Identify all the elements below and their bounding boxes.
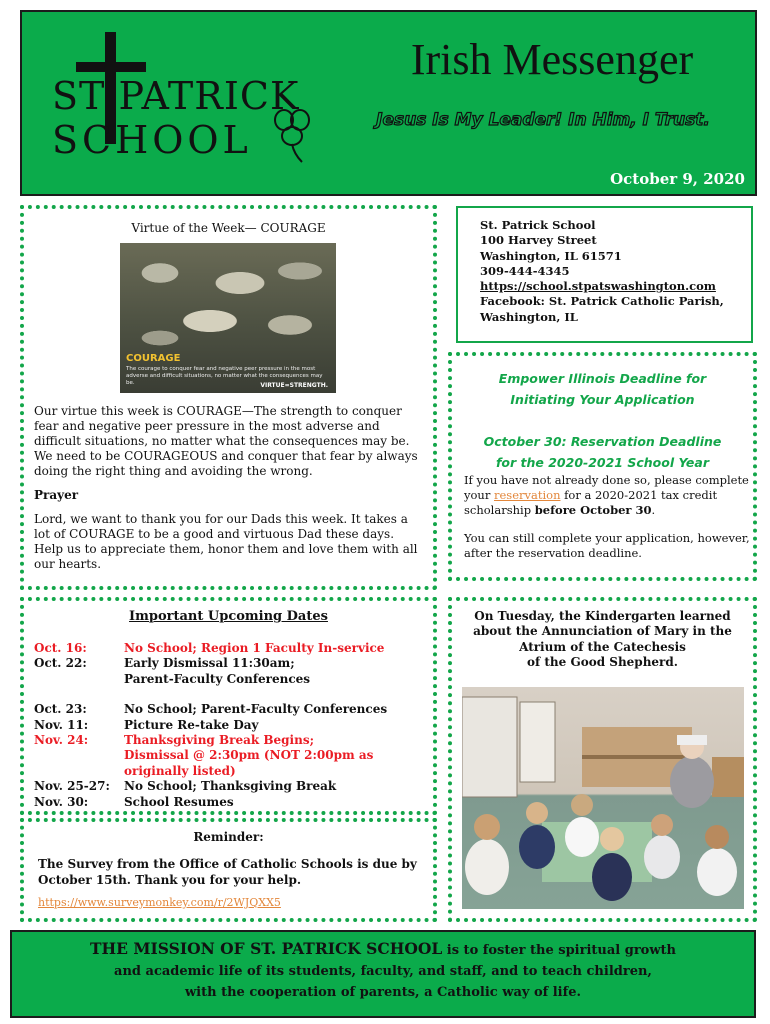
mission-banner xyxy=(10,930,756,1018)
kindergarten-caption: On Tuesday, the Kindergarten learned about the Annunciation of Mary in the Atrium of the Catechesis of the Good Shepherd. xyxy=(473,609,732,669)
date-row: Nov. 25-27: No School; Thanksgiving Break xyxy=(34,779,337,794)
street: 100 Harvey Street xyxy=(480,233,597,248)
reminder-title: Reminder: xyxy=(193,830,264,844)
school-logo xyxy=(52,26,322,166)
mission-line-2: and academic life of its students, faculty, and staff, and to teach children, xyxy=(114,964,652,979)
date-row: Nov. 11: Picture Re-take Day xyxy=(34,717,259,732)
date-row: Oct. 23: No School; Parent-Faculty Conferences xyxy=(34,702,388,717)
date-row: Oct. 16: No School; Region 1 Faculty In-service xyxy=(34,641,385,655)
date-row: Nov. 24: Thanksgiving Break Begins; xyxy=(34,733,315,748)
motto: Jesus Is My Leader! In Him, I Trust. xyxy=(376,110,710,130)
survey-link[interactable]: https://www.surveymonkey.com/r/2WJQXX5 xyxy=(38,896,281,909)
empower-paragraph-1: If you have not already done so, please complete your reservation for a 2020-2021 tax credit scholarship before October 30. xyxy=(464,473,749,517)
city: Washington, IL 61571 xyxy=(480,248,622,263)
virtue-paragraph: Our virtue this week is COURAGE—The strength to conquer fear and negative peer pressure in the most adverse and difficult situations, no matter what the consequences may be. We need to be COURAGEOUS and conquer that fear by always doing the right thing and avoiding the wrong. xyxy=(34,404,418,478)
empower-paragraph-2: You can still complete your application, however, after the reservation deadline. xyxy=(464,531,750,560)
phone: 309-444-4345 xyxy=(480,263,570,278)
date-row: Nov. 30: School Resumes xyxy=(34,794,234,809)
virtue-body xyxy=(34,404,424,581)
issue-date: October 9, 2020 xyxy=(610,170,745,188)
empower-heading: Empower Illinois Deadline for Initiating Your Application xyxy=(498,371,707,407)
courage-image-definition: The courage to conquer fear and negative peer pressure in the most adverse and difficult situations, no matter what the consequences may be. xyxy=(126,366,323,386)
mission-lead: THE MISSION OF ST. PATRICK SCHOOL xyxy=(90,939,443,958)
prayer-text: Lord, we want to thank you for our Dads this week. It takes a lot of COURAGE to be a good and virtuous Dad these days. Help us to appreciate them, honor them and love them with all our hearts. xyxy=(34,512,418,571)
school-address xyxy=(456,206,753,343)
reminder-section xyxy=(20,818,437,922)
empower-body xyxy=(464,473,754,574)
courage-image xyxy=(120,243,336,393)
facebook-city: Washington, IL xyxy=(480,309,578,324)
virtue-section xyxy=(20,205,437,590)
classroom-photo xyxy=(462,687,744,909)
header-banner xyxy=(20,10,757,196)
prayer-heading: Prayer xyxy=(34,488,79,502)
virtue-title: Virtue of the Week— COURAGE xyxy=(131,221,326,235)
date-row: Oct. 22: Early Dismissal 11:30am; xyxy=(34,656,295,671)
website-link[interactable]: https://school.stpatswashington.com xyxy=(480,279,716,294)
shamrock-icon xyxy=(268,104,316,164)
kindergarten-section xyxy=(448,597,757,922)
upcoming-dates-section xyxy=(20,597,437,815)
facebook: Facebook: St. Patrick Catholic Parish, xyxy=(480,294,724,309)
reservation-deadline-heading: October 30: Reservation Deadline for the 2020-2021 School Year xyxy=(483,434,722,470)
empower-section xyxy=(448,352,757,581)
reservation-link[interactable]: reservation xyxy=(493,488,561,502)
logo-line-1: ST PATRICK xyxy=(52,74,300,118)
mission-line-3: with the cooperation of parents, a Catholic way of life. xyxy=(184,985,581,1000)
logo-line-2: SCHOOL xyxy=(52,118,252,162)
newsletter-title: Irish Messenger xyxy=(410,35,694,84)
courage-image-brand: VIRTUE=STRENGTH. xyxy=(260,382,328,389)
dates-list xyxy=(34,641,424,810)
mission-line-1: THE MISSION OF ST. PATRICK SCHOOL is to foster the spiritual growth xyxy=(90,939,676,958)
date-row: originally listed) xyxy=(124,763,236,778)
reminder-text: The Survey from the Office of Catholic Schools is due by October 15th. Thank you for your help. xyxy=(38,857,417,887)
school-name: St. Patrick School xyxy=(480,218,596,232)
dates-title: Important Upcoming Dates xyxy=(129,609,328,624)
date-row: Dismissal @ 2:30pm (NOT 2:00pm as xyxy=(124,748,374,763)
courage-image-word: COURAGE xyxy=(126,353,181,364)
date-row: Parent-Faculty Conferences xyxy=(124,671,311,686)
